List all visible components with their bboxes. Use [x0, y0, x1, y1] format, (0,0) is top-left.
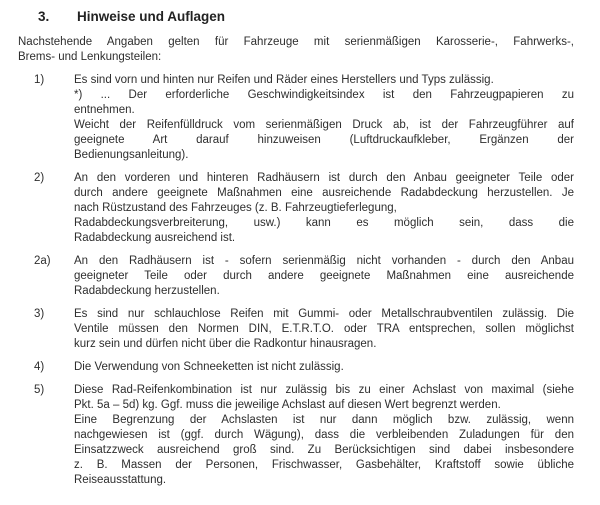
text-line: nach Rüstzustand des Fahrzeuges (z. B. Fahrzeugtieferlegung,: [74, 202, 397, 214]
text-line: *) ... Der erforderliche Geschwindigkeitsindex ist den Fahrzeugpapieren zu: [74, 89, 574, 101]
item-text: [74, 383, 574, 488]
intro-paragraph: [18, 35, 574, 65]
section-title: Hinweise und Auflagen: [77, 9, 226, 24]
text-line: entnehmen.: [74, 104, 135, 116]
text-line: z. B. Massen der Personen, Frischwasser, Gasbehälter, Kraftstoff sowie übliche: [74, 459, 574, 471]
text-line: geeignete Art darauf hinzuweisen (Luftdruckaufkleber, Ergänzen der: [74, 134, 574, 146]
section-heading: [18, 8, 574, 26]
text-line: Radabdeckung ausreichend ist.: [74, 232, 236, 244]
text-line: Es sind vorn und hinten nur Reifen und Räder eines Herstellers und Typs zulässig.: [74, 74, 494, 86]
text-line: Einsatzzweck ausreichend groß sind. Zu Berücksichtigen sind dabei insbesondere: [74, 444, 574, 456]
list-item-1: [18, 73, 574, 163]
text-line: Radabdeckung herzustellen.: [74, 285, 220, 297]
text-line: Pkt. 5a – 5d) kg. Ggf. muss die jeweilige Achslast auf diesen Wert begrenzt werden.: [74, 399, 501, 411]
item-text: [74, 171, 574, 246]
item-number: 3): [34, 308, 45, 320]
text-line: Diese Rad-Reifenkombination ist nur zulässig bis zu einer Achslast von maximal (siehe: [74, 384, 574, 396]
section-number: 3.: [38, 9, 50, 24]
item-number: 4): [34, 361, 45, 373]
text-line: Weicht der Reifenfülldruck vom serienmäßigen Druck ab, ist der Fahrzeugführer auf: [74, 119, 574, 131]
item-text: [74, 254, 574, 299]
text-line: nachgewiesen ist (ggf. durch Wägung), dass die verbleibenden Zuladungen für den: [74, 429, 574, 441]
text-line: Bedienungsanleitung).: [74, 149, 189, 161]
list-item-2: [18, 171, 574, 246]
text-line: kurz sein und dürfen nicht über die Radkontur hinausragen.: [74, 338, 377, 350]
list-item-4: [18, 360, 574, 375]
item-number: 1): [34, 74, 45, 86]
item-number: 5): [34, 384, 45, 396]
text-line: Brems- und Lenkungsteilen:: [18, 51, 162, 63]
text-line: An den Radhäusern ist - sofern serienmäßig nicht vorhanden - durch den Anbau: [74, 255, 574, 267]
list-item-2a: [18, 254, 574, 299]
text-line: geeigneter Teile oder durch andere geeignete Maßnahmen eine ausreichende: [74, 270, 574, 282]
text-line: Radabdeckungsverbreiterung, usw.) kann es möglich sein, dass die: [74, 217, 574, 229]
item-number: 2a): [34, 255, 51, 267]
text-line: Eine Begrenzung der Achslasten ist nur dann möglich bzw. zulässig, wenn: [74, 414, 574, 426]
list-item-3: [18, 307, 574, 352]
item-text: [74, 360, 574, 375]
list-item-5: [18, 383, 574, 488]
text-line: Nachstehende Angaben gelten für Fahrzeuge mit serienmäßigen Karosserie-, Fahrwerks-,: [18, 36, 574, 48]
item-number: 2): [34, 172, 45, 184]
text-line: durch andere geeignete Maßnahmen eine ausreichende Radabdeckung herzustellen. Je: [74, 187, 574, 199]
text-line: Ventile müssen den Normen DIN, E.T.R.T.O. oder TRA entsprechen, sollen möglichst: [74, 323, 574, 335]
item-text: [74, 307, 574, 352]
text-line: An den vorderen und hinteren Radhäusern ist durch den Anbau geeigneter Teile oder: [74, 172, 574, 184]
item-text: [74, 73, 574, 163]
text-line: Es sind nur schlauchlose Reifen mit Gummi- oder Metallschraubventilen zulässig. Die: [74, 308, 574, 320]
text-line: Reiseausstattung.: [74, 474, 167, 486]
text-line: Die Verwendung von Schneeketten ist nicht zulässig.: [74, 361, 344, 373]
